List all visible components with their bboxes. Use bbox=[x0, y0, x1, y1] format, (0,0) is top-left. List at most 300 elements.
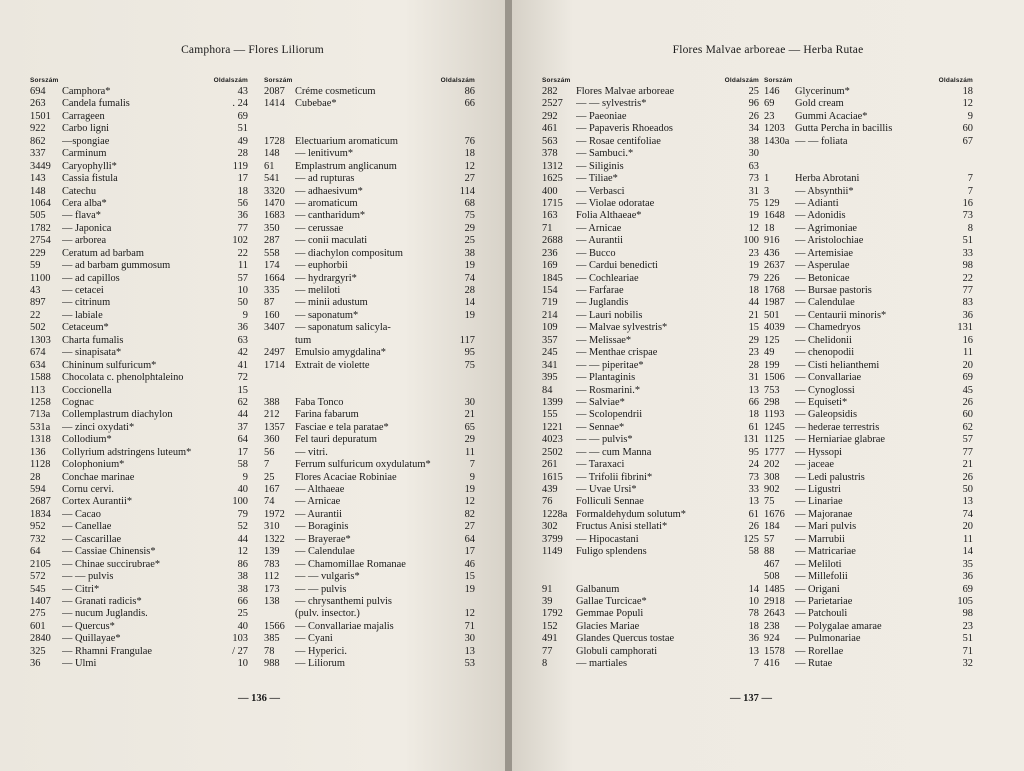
entry-page-number: 15 bbox=[237, 384, 248, 396]
index-entry bbox=[30, 397, 248, 409]
entry-name: — Hyperici. bbox=[295, 645, 347, 657]
entry-name: — Trifolii fibrini* bbox=[576, 471, 653, 483]
entry-page-number: 58 bbox=[237, 459, 248, 471]
entry-name: — aromaticum bbox=[295, 197, 358, 209]
entry-page-number: 36 bbox=[237, 322, 248, 334]
entry-name: Farina fabarum bbox=[295, 409, 359, 421]
entry-serial-number: 1193 bbox=[764, 409, 785, 421]
entry-serial-number: 109 bbox=[542, 322, 558, 334]
entry-serial-number: 138 bbox=[264, 595, 280, 607]
index-entry bbox=[30, 608, 248, 620]
index-entry bbox=[764, 484, 973, 496]
entry-page-number: 77 bbox=[962, 285, 973, 296]
entry-page-number: 42 bbox=[237, 347, 248, 359]
index-entry bbox=[542, 385, 759, 397]
entry-name: Fel tauri depuratum bbox=[295, 434, 377, 446]
entry-serial-number: 1588 bbox=[30, 372, 51, 384]
index-entry bbox=[542, 273, 759, 285]
entry-name: — nucum Juglandis. bbox=[62, 608, 148, 620]
entry-serial-number: 1625 bbox=[542, 173, 563, 185]
index-entry bbox=[30, 385, 248, 397]
entry-page-number: 119 bbox=[232, 160, 248, 172]
entry-name: — Plantaginis bbox=[576, 372, 636, 384]
index-entry bbox=[264, 148, 475, 160]
entry-page-number: 38 bbox=[748, 135, 759, 147]
entry-name: — Meliloti bbox=[795, 558, 842, 570]
entry-name: — conii maculati bbox=[295, 235, 368, 247]
entry-serial-number: 3407 bbox=[264, 322, 285, 334]
index-entry bbox=[764, 136, 973, 148]
entry-serial-number bbox=[264, 385, 295, 397]
index-entry bbox=[264, 534, 475, 546]
entry-serial-number: 57 bbox=[764, 533, 775, 545]
entry-page-number: 7 bbox=[753, 658, 759, 670]
entry-page-number: 79 bbox=[237, 508, 248, 520]
entry-serial-number: 341 bbox=[542, 359, 558, 371]
entry-serial-number: 952 bbox=[30, 521, 46, 533]
entry-name: Camphora* bbox=[62, 86, 111, 97]
entry-page-number: 64 bbox=[464, 533, 475, 545]
index-entry bbox=[764, 235, 973, 247]
index-entry bbox=[542, 148, 759, 160]
entry-serial-number: 1258 bbox=[30, 396, 51, 408]
index-entry bbox=[30, 161, 248, 173]
header-serial-label: Sorszám bbox=[264, 77, 293, 84]
page-number: — 137 — bbox=[730, 693, 772, 704]
index-entry bbox=[542, 409, 759, 421]
index-entry bbox=[264, 496, 475, 508]
index-entry bbox=[542, 372, 759, 384]
entry-name: — Taraxaci bbox=[576, 459, 625, 471]
entry-serial-number: 902 bbox=[764, 484, 780, 495]
header-page-label: Oldalszám bbox=[440, 77, 475, 84]
header-page-label: Oldalszám bbox=[213, 77, 248, 84]
index-entry bbox=[30, 621, 248, 633]
index-entry bbox=[264, 322, 475, 334]
index-entry bbox=[764, 248, 973, 260]
entry-page-number: 19 bbox=[748, 210, 759, 222]
entry-serial-number: 139 bbox=[264, 546, 280, 558]
entry-page-number: 30 bbox=[464, 633, 475, 645]
entry-name: — Rhamni Frangulae bbox=[62, 645, 153, 657]
entry-page-number: 25 bbox=[464, 235, 475, 247]
entry-name: — Cisti helianthemi bbox=[795, 359, 880, 371]
entry-serial-number: 154 bbox=[542, 285, 558, 296]
entry-page-number: 18 bbox=[748, 620, 759, 632]
entry-serial-number: 77 bbox=[542, 645, 553, 657]
entry-name: — Agrimoniae bbox=[795, 222, 858, 234]
entry-serial-number: 275 bbox=[30, 608, 46, 620]
entry-serial-number: 3799 bbox=[542, 533, 563, 545]
entry-name: — Convallariae majalis bbox=[295, 620, 394, 632]
index-entry bbox=[30, 322, 248, 334]
entry-name: Catechu bbox=[62, 185, 97, 197]
entry-page-number: 21 bbox=[962, 459, 973, 471]
entry-serial-number: 1228a bbox=[542, 508, 568, 520]
index-entry bbox=[264, 509, 475, 521]
entry-name: — Marrubii bbox=[795, 533, 845, 545]
entry-page-number: 28 bbox=[464, 285, 475, 296]
entry-serial-number: 2502 bbox=[542, 446, 563, 458]
entry-page-number: 75 bbox=[464, 210, 475, 222]
entry-page-number: 36 bbox=[748, 633, 759, 645]
entry-page-number: 35 bbox=[962, 558, 973, 570]
entry-page-number: 8 bbox=[967, 222, 973, 234]
index-entry bbox=[764, 347, 973, 359]
entry-name bbox=[795, 161, 973, 173]
index-entry bbox=[764, 223, 973, 235]
entry-serial-number bbox=[264, 123, 295, 135]
entry-page-number: 63 bbox=[748, 160, 759, 172]
entry-name: Carminum bbox=[62, 148, 107, 160]
entry-serial-number: 558 bbox=[264, 247, 280, 259]
entry-name: — Boraginis bbox=[295, 521, 349, 533]
entry-page-number: 12 bbox=[748, 222, 759, 234]
entry-serial-number: 1312 bbox=[542, 160, 563, 172]
entry-serial-number: 1470 bbox=[264, 197, 285, 209]
entry-serial-number: 783 bbox=[264, 558, 280, 570]
index-entry bbox=[264, 546, 475, 558]
entry-serial-number: 1792 bbox=[542, 608, 563, 620]
entry-serial-number: 1221 bbox=[542, 421, 563, 433]
entry-name: — adhaesivum* bbox=[295, 185, 363, 197]
entry-page-number: 66 bbox=[464, 98, 475, 110]
entry-serial-number: 1407 bbox=[30, 595, 51, 607]
index-entry bbox=[764, 186, 973, 198]
entry-name: — Cascarillae bbox=[62, 533, 122, 545]
entry-serial-number: 71 bbox=[542, 222, 553, 234]
entry-page-number: 67 bbox=[962, 135, 973, 147]
entry-serial-number: 388 bbox=[264, 396, 280, 408]
entry-page-number: 69 bbox=[962, 583, 973, 595]
index-entry bbox=[264, 310, 475, 322]
entry-name: — Siliginis bbox=[576, 160, 624, 172]
index-entry bbox=[30, 459, 248, 471]
index-entry bbox=[542, 397, 759, 409]
entry-name: Galbanum bbox=[576, 583, 620, 595]
header-page-label: Oldalszám bbox=[724, 77, 759, 84]
entry-serial-number: 1357 bbox=[264, 421, 285, 433]
right-page bbox=[512, 0, 1024, 771]
index-entry bbox=[542, 534, 759, 546]
entry-serial-number: 143 bbox=[30, 173, 46, 185]
entry-serial-number: 152 bbox=[542, 620, 558, 632]
entry-page-number: 78 bbox=[748, 608, 759, 620]
index-entry bbox=[264, 559, 475, 571]
index-entry bbox=[542, 285, 759, 297]
entry-page-number: 49 bbox=[237, 135, 248, 147]
index-entry bbox=[764, 633, 973, 645]
entry-name: — Japonica bbox=[62, 222, 112, 234]
entry-page-number: 7 bbox=[967, 185, 973, 197]
index-entry bbox=[764, 322, 973, 334]
index-entry bbox=[264, 248, 475, 260]
entry-serial-number: 1485 bbox=[764, 583, 785, 595]
index-entry bbox=[264, 621, 475, 633]
entry-name: Electuarium aromaticum bbox=[295, 135, 398, 147]
entry-serial-number: 916 bbox=[764, 235, 780, 247]
entry-page-number: 105 bbox=[957, 595, 973, 607]
entry-serial-number: 7 bbox=[264, 459, 270, 471]
entry-serial-number: 378 bbox=[542, 148, 558, 160]
index-entry bbox=[264, 385, 475, 397]
entry-name: — — cum Manna bbox=[576, 446, 652, 458]
entry-page-number: 14 bbox=[962, 546, 973, 558]
index-entry bbox=[764, 210, 973, 222]
entry-serial-number: 129 bbox=[764, 197, 780, 209]
entry-name: Collemplastrum diachylon bbox=[62, 409, 173, 421]
entry-serial-number: 502 bbox=[30, 322, 46, 334]
entry-serial-number: 2687 bbox=[30, 496, 51, 508]
entry-name: — Aurantii bbox=[576, 235, 624, 247]
index-entry bbox=[264, 86, 475, 98]
entry-name: — Origani bbox=[795, 583, 840, 595]
entry-serial-number: 202 bbox=[764, 459, 780, 471]
entry-name: — diachylon compositum bbox=[295, 247, 403, 259]
entry-name: — martiales bbox=[576, 658, 628, 670]
header-page-label: Oldalszám bbox=[938, 77, 973, 84]
entry-serial-number: 1414 bbox=[264, 98, 285, 110]
entry-name: — Chelidonii bbox=[795, 334, 852, 346]
entry-serial-number: 674 bbox=[30, 347, 46, 359]
entry-serial-number: 88 bbox=[764, 546, 775, 558]
entry-serial-number: 28 bbox=[30, 471, 41, 483]
entry-page-number: 44 bbox=[237, 533, 248, 545]
entry-name: — Sambuci.* bbox=[576, 148, 634, 160]
entry-page-number: 11 bbox=[464, 446, 475, 458]
entry-page-number: 74 bbox=[962, 508, 973, 520]
entry-serial-number: 282 bbox=[542, 86, 558, 97]
entry-serial-number: 69 bbox=[764, 98, 775, 110]
entry-serial-number: 922 bbox=[30, 123, 46, 135]
entry-page-number: 30 bbox=[464, 396, 475, 408]
entry-name: Chocolata c. phenolphtaleino bbox=[62, 372, 184, 384]
entry-name: — Uvae Ursi* bbox=[576, 484, 637, 495]
index-entry bbox=[264, 521, 475, 533]
entry-serial-number bbox=[264, 608, 295, 620]
entry-page-number: 102 bbox=[232, 235, 248, 247]
entry-name: — chrysanthemi pulvis bbox=[295, 595, 392, 607]
index-entry bbox=[542, 173, 759, 185]
entry-page-number: 73 bbox=[748, 471, 759, 483]
entry-name: — Herniariae glabrae bbox=[795, 434, 885, 446]
index-entry bbox=[264, 235, 475, 247]
entry-name: — cetacei bbox=[62, 285, 104, 296]
entry-name: — Rosae centifoliae bbox=[576, 135, 661, 147]
index-entry bbox=[30, 98, 248, 110]
entry-name: Collodium* bbox=[62, 434, 112, 446]
entry-serial-number: 601 bbox=[30, 620, 46, 632]
entry-serial-number bbox=[764, 161, 795, 173]
entry-serial-number: 1845 bbox=[542, 272, 563, 284]
entry-page-number: 22 bbox=[237, 247, 248, 259]
entry-serial-number: 2527 bbox=[542, 98, 563, 110]
entry-serial-number: 1676 bbox=[764, 508, 785, 520]
running-head: Camphora — Flores Liliorum bbox=[181, 44, 324, 56]
entry-name: — hydrargyri* bbox=[295, 272, 357, 284]
index-entry bbox=[264, 360, 475, 372]
entry-page-number: 9 bbox=[242, 309, 248, 321]
index-entry bbox=[264, 472, 475, 484]
entry-name: Ferrum sulfuricum oxydulatum* bbox=[295, 459, 431, 471]
entry-name: — ad capillos bbox=[62, 272, 120, 284]
entry-name: — — pulvis bbox=[62, 571, 114, 583]
entry-name: Cassia fistula bbox=[62, 173, 118, 185]
entry-page-number: 52 bbox=[237, 521, 248, 533]
index-entry bbox=[764, 86, 973, 98]
entry-name: — citrinum bbox=[62, 297, 111, 309]
entry-page-number: 51 bbox=[237, 123, 248, 135]
header-serial-label: Sorszám bbox=[542, 77, 571, 84]
entry-page-number: 36 bbox=[962, 571, 973, 583]
entry-page-number: 56 bbox=[237, 197, 248, 209]
entry-name: Cubebae* bbox=[295, 98, 337, 110]
index-entry bbox=[30, 248, 248, 260]
entry-serial-number: 199 bbox=[764, 359, 780, 371]
index-entry bbox=[542, 621, 759, 633]
entry-page-number: 19 bbox=[464, 484, 475, 495]
entry-serial-number: 1768 bbox=[764, 285, 785, 296]
entry-serial-number: 2643 bbox=[764, 608, 785, 620]
entry-serial-number: 2087 bbox=[264, 86, 285, 97]
entry-name: Fructus Anisi stellati* bbox=[576, 521, 668, 533]
entry-serial-number: 1303 bbox=[30, 334, 51, 346]
entry-name: — — pulvis* bbox=[576, 434, 633, 446]
index-entry bbox=[764, 584, 973, 596]
entry-serial-number: 1322 bbox=[264, 533, 285, 545]
index-entry bbox=[764, 297, 973, 309]
entry-name: — Verbasci bbox=[576, 185, 625, 197]
entry-page-number: 30 bbox=[748, 148, 759, 160]
index-entry bbox=[764, 571, 973, 583]
entry-serial-number: 87 bbox=[264, 297, 275, 309]
entry-name: Fuligo splendens bbox=[576, 546, 647, 558]
index-entry bbox=[764, 385, 973, 397]
index-entry bbox=[542, 459, 759, 471]
entry-page-number: 11 bbox=[237, 260, 248, 272]
index-entry bbox=[764, 285, 973, 297]
index-entry bbox=[764, 310, 973, 322]
entry-serial-number bbox=[264, 372, 295, 384]
index-entry bbox=[542, 260, 759, 272]
entry-serial-number: 531a bbox=[30, 421, 51, 433]
entry-name: Caryophylli* bbox=[62, 160, 117, 172]
entry-name: — Calendulae bbox=[295, 546, 355, 558]
entry-serial-number: 3449 bbox=[30, 160, 51, 172]
entry-serial-number: 75 bbox=[764, 496, 775, 508]
index-entry bbox=[542, 347, 759, 359]
entry-name: — Granati radicis* bbox=[62, 595, 142, 607]
entry-name: — Aristolochiae bbox=[795, 235, 864, 247]
index-entry bbox=[542, 472, 759, 484]
index-entry bbox=[542, 571, 759, 583]
index-entry bbox=[30, 273, 248, 285]
entry-page-number: 11 bbox=[962, 347, 973, 359]
entry-serial-number: 694 bbox=[30, 86, 46, 97]
entry-name: — saponatum salicyla- bbox=[295, 322, 391, 334]
index-entry bbox=[264, 198, 475, 210]
index-entry bbox=[30, 447, 248, 459]
index-entry bbox=[30, 571, 248, 583]
entry-name: — Brayerae* bbox=[295, 533, 351, 545]
entry-name: Flores Acaciae Robiniae bbox=[295, 471, 397, 483]
index-entry bbox=[542, 422, 759, 434]
entry-serial-number: 2918 bbox=[764, 595, 785, 607]
index-entry bbox=[542, 546, 759, 558]
index-entry bbox=[30, 186, 248, 198]
index-entry bbox=[30, 409, 248, 421]
entry-name: Cognac bbox=[62, 396, 94, 408]
index-entry bbox=[264, 123, 475, 135]
entry-serial-number: 1683 bbox=[264, 210, 285, 222]
entry-name: — cantharidum* bbox=[295, 210, 366, 222]
entry-serial-number: 2754 bbox=[30, 235, 51, 247]
index-entry bbox=[764, 496, 973, 508]
index-entry bbox=[30, 198, 248, 210]
index-entry bbox=[264, 273, 475, 285]
entry-name: — saponatum* bbox=[295, 309, 359, 321]
index-entry bbox=[542, 186, 759, 198]
entry-serial-number: 236 bbox=[542, 247, 558, 259]
entry-page-number: 51 bbox=[962, 633, 973, 645]
index-column bbox=[764, 76, 973, 671]
entry-page-number: 38 bbox=[237, 571, 248, 583]
entry-page-number: 57 bbox=[962, 434, 973, 446]
index-entry bbox=[764, 521, 973, 533]
entry-page-number: 95 bbox=[748, 446, 759, 458]
index-entry bbox=[764, 409, 973, 421]
entry-page-number: 26 bbox=[962, 471, 973, 483]
entry-name: Faba Tonco bbox=[295, 396, 344, 408]
index-entry bbox=[30, 546, 248, 558]
index-entry bbox=[30, 584, 248, 596]
entry-page-number: 86 bbox=[464, 86, 475, 97]
entry-name: — Majoranae bbox=[795, 508, 853, 520]
entry-serial-number: 292 bbox=[542, 110, 558, 122]
entry-name: — — foliata bbox=[795, 135, 848, 147]
entry-page-number: 7 bbox=[469, 459, 475, 471]
index-entry bbox=[764, 397, 973, 409]
index-entry bbox=[764, 596, 973, 608]
entry-serial-number: 1203 bbox=[764, 123, 785, 135]
entry-page-number: 38 bbox=[464, 247, 475, 259]
index-entry bbox=[30, 173, 248, 185]
index-entry bbox=[30, 210, 248, 222]
index-entry bbox=[264, 447, 475, 459]
index-entry bbox=[264, 658, 475, 670]
entry-serial-number: 174 bbox=[264, 260, 280, 272]
entry-serial-number: 897 bbox=[30, 297, 46, 309]
entry-name: — Malvae sylvestris* bbox=[576, 322, 668, 334]
entry-page-number: 53 bbox=[464, 658, 475, 670]
entry-page-number: 14 bbox=[748, 583, 759, 595]
entry-name: Cera alba* bbox=[62, 197, 107, 209]
index-entry bbox=[764, 608, 973, 620]
entry-name: Cortex Aurantii* bbox=[62, 496, 133, 508]
entry-page-number: 100 bbox=[232, 496, 248, 508]
entry-page-number: 131 bbox=[743, 434, 759, 446]
entry-page-number: 12 bbox=[962, 98, 973, 110]
entry-name: — Artemisiae bbox=[795, 247, 854, 259]
entry-page-number: 75 bbox=[748, 197, 759, 209]
index-entry bbox=[764, 198, 973, 210]
index-entry bbox=[542, 596, 759, 608]
entry-name bbox=[795, 148, 973, 160]
entry-name: — Millefolii bbox=[795, 571, 848, 583]
index-entry bbox=[764, 459, 973, 471]
entry-serial-number: 113 bbox=[30, 384, 46, 396]
entry-serial-number: 112 bbox=[264, 571, 280, 583]
